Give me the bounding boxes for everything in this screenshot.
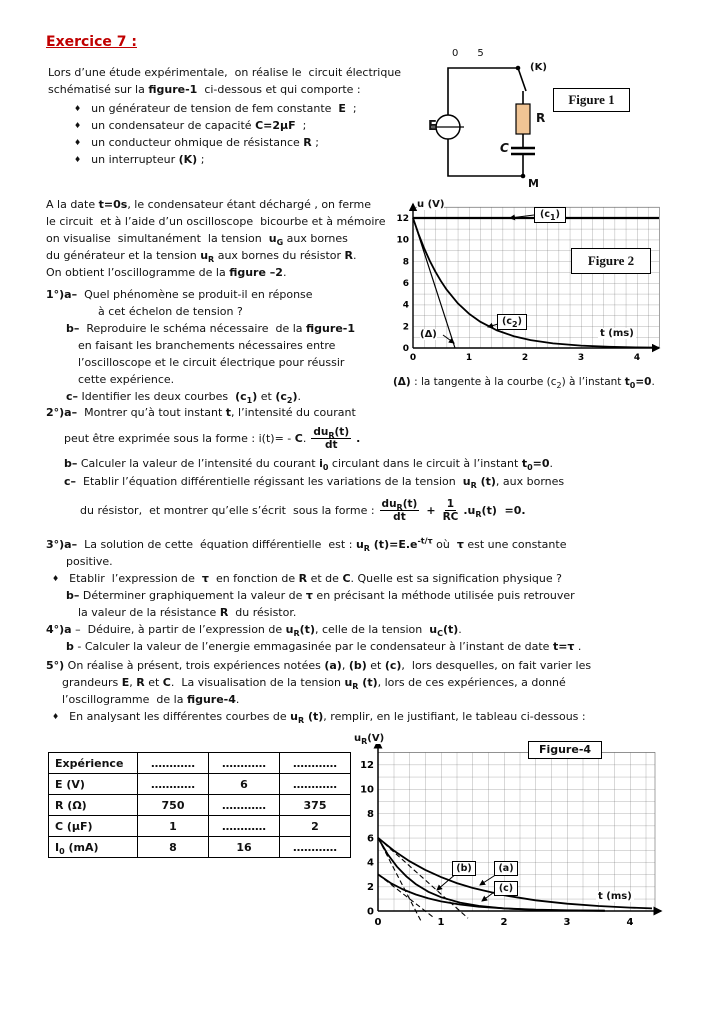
paragraph-setup — [46, 196, 385, 281]
question-line: c– Identifier les deux courbes $(c_1)$ et $(c_2)$. — [66, 390, 302, 406]
tick-label: 3 — [577, 353, 585, 363]
figure4-oscillogram — [348, 733, 668, 943]
wire-top — [448, 68, 518, 115]
y-tick-labels — [360, 760, 374, 918]
curve-b-label: (b) — [452, 861, 476, 876]
table-row-label: C (μF) — [49, 816, 138, 837]
bullet-diamond-icon: ♦ — [52, 574, 60, 583]
question-line: l’oscilloscope et le circuit électrique pour réussir — [78, 356, 345, 369]
table-row — [49, 837, 351, 858]
table-cell: 6 — [209, 774, 280, 795]
tick-label: 2 — [521, 353, 529, 363]
bullet-diamond-icon: ♦ — [74, 138, 82, 147]
tick-label: 0 — [367, 906, 374, 918]
question-line — [46, 570, 575, 587]
fraction-numerator: 1 — [446, 497, 455, 510]
question-2 — [46, 404, 564, 529]
bullet-text: Etablir l’expression de τ en fonction de R et de C. Quelle est sa signification physique ? — [69, 572, 562, 585]
scale-marks: 0 5 — [452, 48, 484, 59]
generator-label: E — [428, 119, 437, 134]
figure4-plot — [348, 733, 668, 943]
table-row-label: E (V) — [49, 774, 138, 795]
question-line: 4°)a – Déduire, à partir de l’expression de $u_R(t)$, celle de la tension $u_C(t)$. — [46, 623, 462, 639]
question-line: b– Reproduire le schéma nécessaire de la figure-1 — [66, 322, 355, 335]
component-list — [74, 100, 401, 168]
question-line: b– Calculer la valeur de l’intensité du courant $i_0$ circulant dans le circuit à l’instant $t_0=0$. — [64, 457, 554, 473]
fraction-denominator: RC — [442, 510, 459, 523]
bullet-text: En analysant les différentes courbes de $u_R$ (t), remplir, en le justifiant, le tableau ci-dessous : — [69, 710, 586, 726]
text-line: on visualise simultanément la tension $u_G$ aux bornes — [46, 232, 348, 248]
text-line: du générateur et la tension $u_R$ aux bornes du résistor R. — [46, 249, 357, 265]
resistor-label: R — [536, 111, 546, 125]
bullet-text: un interrupteur (K) ; — [91, 153, 205, 166]
bullet-diamond-icon: ♦ — [52, 712, 60, 721]
table-row-label: Expérience — [49, 753, 138, 774]
question-line: 2°)a– Montrer qu’à tout instant t, l’intensité du courant — [46, 406, 356, 419]
tick-label: 4 — [633, 353, 641, 363]
question-line: 1°)a– Quel phénomène se produit-il en réponse — [46, 288, 313, 301]
table-cell: ………… — [280, 774, 351, 795]
capacitor-label: C — [500, 141, 509, 155]
text-line: On obtient l’oscillogramme de la figure –2. — [46, 266, 287, 279]
table-cell: 2 — [280, 816, 351, 837]
table-cell: ………… — [280, 753, 351, 774]
question-line: cette expérience. — [78, 373, 175, 386]
table-row-label: $I_0$ (mA) — [49, 837, 138, 858]
tick-label: 4 — [367, 857, 374, 869]
question-line: b– Déterminer graphiquement la valeur de τ en précisant la méthode utilisée puis retrouver — [66, 589, 575, 602]
table-cell: ………… — [138, 774, 209, 795]
tick-label: 6 — [367, 833, 374, 845]
bullet-diamond-icon: ♦ — [74, 155, 82, 164]
fraction-denominator: dt — [393, 510, 406, 523]
fraction — [311, 426, 351, 451]
table-cell: 8 — [138, 837, 209, 858]
tick-label: 1 — [465, 353, 473, 363]
x-axis-label: t (ms) — [598, 891, 632, 902]
list-item — [74, 151, 401, 168]
list-item — [74, 134, 401, 151]
question-3 — [46, 536, 575, 621]
fraction — [443, 498, 459, 523]
formula-suffix: $.u_R(t) =0$. — [463, 503, 526, 519]
tick-label: 1 — [437, 917, 445, 928]
table-cell: ………… — [209, 795, 280, 816]
figure2-plot — [393, 198, 665, 376]
exercise-title: Exercice 7 : — [46, 34, 137, 50]
table-cell: ………… — [209, 816, 280, 837]
question-5 — [46, 657, 591, 725]
table-cell: ………… — [138, 753, 209, 774]
fraction-numerator: $du_R(t)$ — [381, 497, 418, 512]
tick-label: 12 — [396, 214, 409, 224]
curve-c2-label: $(c_2)$ — [497, 314, 527, 330]
question-line: grandeurs E, R et C. La visualisation de la tension $u_R$ (t), lors de ces expériences, a donné — [62, 676, 566, 692]
y-axis-label: $u_R(V)$ — [354, 733, 385, 746]
question-line: l’oscillogramme de la figure-4. — [62, 693, 240, 706]
tick-label: 2 — [500, 917, 508, 928]
list-item — [74, 117, 401, 134]
table-cell: 375 — [280, 795, 351, 816]
bullet-text: un générateur de tension de fem constante E ; — [91, 102, 357, 115]
tick-label: 8 — [367, 809, 374, 820]
wire-bottom — [448, 139, 523, 176]
table-row — [49, 816, 351, 837]
curve-c-label: (c) — [494, 881, 518, 896]
table-cell: 16 — [209, 837, 280, 858]
x-tick-labels — [375, 917, 634, 928]
figure1-title: Figure 1 — [553, 88, 630, 112]
y-axis-label: u (V) — [417, 199, 445, 210]
figure2-title: Figure 2 — [571, 248, 651, 274]
table-cell: ………… — [280, 837, 351, 858]
question-line: en faisant les branchements nécessaires entre — [78, 339, 336, 352]
table-cell: 1 — [138, 816, 209, 837]
bullet-diamond-icon: ♦ — [74, 104, 82, 113]
formula-current — [46, 421, 564, 455]
fraction-denominator: dt — [324, 438, 338, 451]
question-1 — [46, 286, 355, 405]
experiments-table — [48, 752, 351, 858]
tick-label: 12 — [360, 760, 374, 771]
formula-prefix: du résistor, et montrer qu’elle s’écrit sous la forme : — [80, 503, 375, 517]
figure2-oscillogram — [393, 198, 665, 376]
switch-blade — [518, 68, 526, 91]
figure2-caption: (Δ) : la tangente à la courbe $(c_2)$ à l’instant $t_0=0$. — [393, 376, 655, 391]
question-line: la valeur de la résistance R du résistor. — [78, 606, 297, 619]
tick-label: 4 — [402, 300, 409, 311]
tick-label: 2 — [367, 882, 374, 893]
formula-prefix: peut être exprimée sous la forme : i(t)= - C. — [64, 431, 307, 445]
x-axis-label: t (ms) — [600, 328, 634, 339]
tick-label: 10 — [360, 784, 374, 796]
resistor-body — [516, 104, 530, 134]
question-line — [46, 708, 591, 725]
y-tick-labels — [396, 214, 409, 354]
fraction — [380, 498, 420, 523]
tick-label: 2 — [402, 322, 409, 333]
tick-label: 6 — [402, 279, 409, 289]
tick-label: 8 — [402, 257, 409, 268]
text-line: schématisé sur la figure-1 ci-dessous et qui comporte : — [48, 83, 361, 96]
text-line: le circuit et à l’aide d’un oscilloscope bicourbe et à mémoire — [46, 215, 386, 228]
list-item — [74, 100, 401, 117]
table-row-label: R (Ω) — [49, 795, 138, 816]
figure1-circuit — [428, 46, 663, 196]
figure4-title: Figure-4 — [528, 741, 602, 759]
question-line: 5°) On réalise à présent, trois expériences notées (a), (b) et (c), lors desquelles, on fait varier les — [46, 659, 592, 672]
table-row — [49, 753, 351, 774]
question-line: b - Calculer la valeur de l’energie emmagasinée par le condensateur à l’instant de date t=τ . — [66, 640, 582, 653]
formula-differential-equation — [46, 491, 564, 529]
question-line: 3°)a– La solution de cette équation différentielle est : $u_R$ $(t)=E.e^{-t/\tau}$ où τ est une constante — [46, 536, 567, 554]
tick-label: 0 — [374, 917, 382, 928]
formula-suffix: . — [356, 431, 361, 445]
bullet-text: un condensateur de capacité C=2μF ; — [91, 119, 307, 132]
text-line: Lors d’une étude expérimentale, on réalise le circuit électrique — [48, 66, 402, 79]
question-4 — [46, 621, 581, 655]
tick-label: 0 — [409, 353, 417, 363]
switch-label: (K) — [530, 62, 547, 73]
tangent-label: (Δ) — [420, 329, 437, 340]
question-line: à cet échelon de tension ? — [98, 305, 243, 318]
table-row — [49, 774, 351, 795]
table-cell: ………… — [209, 753, 280, 774]
tick-label: 0 — [402, 344, 409, 354]
table-cell: 750 — [138, 795, 209, 816]
intro-paragraph — [48, 64, 401, 168]
bullet-diamond-icon: ♦ — [74, 121, 82, 130]
grid — [413, 207, 659, 348]
question-line: positive. — [66, 555, 113, 568]
question-line: c– Etablir l’équation différentielle régissant les variations de la tension $u_R$ (t), aux bornes — [64, 475, 565, 491]
x-tick-labels — [410, 353, 640, 363]
tick-label: 4 — [626, 917, 634, 928]
tick-label: 3 — [563, 917, 571, 928]
node-m-label: M — [528, 177, 539, 190]
table-row — [49, 795, 351, 816]
curve-c1-label: $(c_1)$ — [534, 207, 566, 223]
fraction-numerator: $du_R(t)$ — [313, 425, 350, 440]
plus-sign: + — [426, 503, 436, 517]
curve-a-label: (a) — [494, 861, 518, 876]
bullet-text: un conducteur ohmique de résistance R ; — [91, 136, 319, 149]
tick-label: 10 — [396, 235, 409, 246]
text-line: A la date t=0s, le condensateur étant déchargé , on ferme — [46, 198, 371, 211]
